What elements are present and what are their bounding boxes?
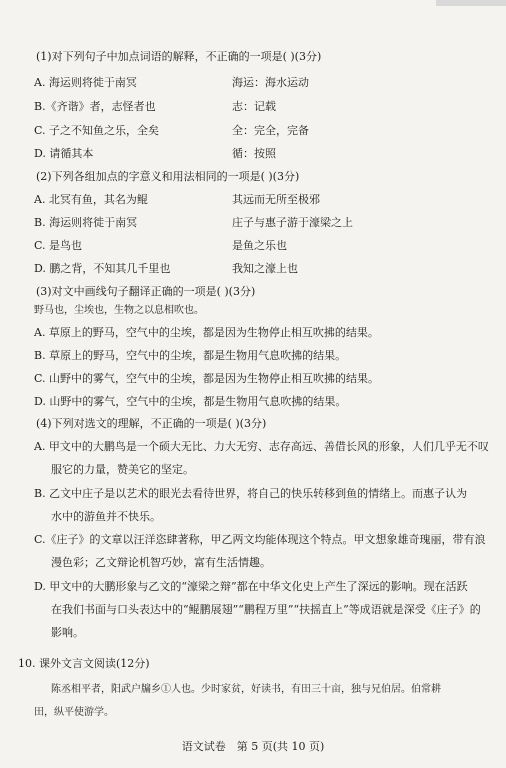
q2-option-b: B. 海运则将徙于南冥	[34, 216, 138, 229]
q3-option-d: D. 山野中的雾气，空气中的尘埃，都是生物用气息吹拂的结果。	[34, 395, 347, 408]
q4-option-d-line3: 影响。	[51, 626, 84, 639]
q4-option-c-line2: 漫色彩；乙文辩论机智巧妙，富有生活情趣。	[51, 556, 271, 569]
q4-option-b-line2: 水中的游鱼并不快乐。	[51, 510, 161, 523]
q2-option-c: C. 是鸟也	[34, 239, 83, 252]
q3-option-a: A. 草原上的野马，空气中的尘埃，都是因为生物停止相互吹拂的结果。	[34, 326, 379, 339]
q10-title: 10. 课外文言文阅读(12分)	[18, 657, 150, 670]
q1-option-d-explain: 循：按照	[232, 147, 276, 160]
q2-stem: (2)下列各组加点的字意义和用法相同的一项是( )(3分)	[36, 170, 300, 183]
q4-stem: (4)下列对选文的理解，不正确的一项是( )(3分)	[36, 417, 267, 430]
q1-option-d: D. 请循其本	[34, 147, 94, 160]
q4-option-d-line1: D. 甲文中的大鹏形象与乙文的“濠梁之辩”都在中华文化史上产生了深远的影响。现在活跃	[34, 580, 468, 593]
q2-option-d-compare: 我知之濠上也	[232, 262, 298, 275]
q3-quote: 野马也，尘埃也，生物之以息相吹也。	[34, 305, 204, 316]
q2-option-d: D. 鹏之背，不知其几千里也	[34, 262, 171, 275]
q1-option-c-explain: 全：完全，完备	[232, 124, 309, 137]
q2-option-a: A. 北冥有鱼，其名为鲲	[34, 193, 148, 206]
q1-stem: (1)对下列句子中加点词语的解释，不正确的一项是( )(3分)	[36, 50, 322, 63]
q1-option-c: C. 子之不知鱼之乐，全矣	[34, 124, 160, 137]
q3-option-b: B. 草原上的野马，空气中的尘埃，都是生物用气息吹拂的结果。	[34, 349, 347, 362]
q1-option-a: A. 海运则将徙于南冥	[34, 76, 137, 89]
q2-option-c-compare: 是鱼之乐也	[232, 239, 287, 252]
q10-passage-line2: 田，纵平使游学。	[34, 707, 114, 718]
scan-shadow	[436, 0, 506, 6]
q1-option-a-explain: 海运：海水运动	[232, 76, 309, 89]
q4-option-c-line1: C.《庄子》的文章以汪洋恣肆著称，甲乙两文均能体现这个特点。甲文想象雄奇瑰丽，带有浪	[34, 533, 486, 546]
q1-option-b: B.《齐谐》者，志怪者也	[34, 100, 156, 113]
q3-stem: (3)对文中画线句子翻译正确的一项是( )(3分)	[36, 285, 256, 298]
q10-passage-line1: 陈丞相平者，阳武户牖乡①人也。少时家贫，好读书，有田三十亩，独与兄伯居。伯常耕	[51, 684, 441, 695]
q3-option-c: C. 山野中的雾气，空气中的尘埃，都是因为生物停止相互吹拂的结果。	[34, 372, 380, 385]
q2-option-a-compare: 其远而无所至极邪	[232, 193, 320, 206]
page-footer: 语文试卷 第 5 页(共 10 页)	[181, 740, 325, 753]
q4-option-b-line1: B. 乙文中庄子是以艺术的眼光去看待世界，将自己的快乐转移到鱼的情绪上。而惠子认为	[34, 487, 468, 500]
q2-option-b-compare: 庄子与惠子游于濠梁之上	[232, 216, 353, 229]
q4-option-d-line2: 在我们书面与口头表达中的“鲲鹏展翅”“鹏程万里”“扶摇直上”等成语就是深受《庄子》的	[51, 603, 481, 616]
q1-option-b-explain: 志：记载	[232, 100, 276, 113]
q4-option-a-line2: 服它的力量，赞美它的坚定。	[51, 463, 194, 476]
q4-option-a-line1: A. 甲文中的大鹏鸟是一个硕大无比、力大无穷、志存高远、善借长风的形象，人们几乎无不叹	[34, 440, 489, 453]
